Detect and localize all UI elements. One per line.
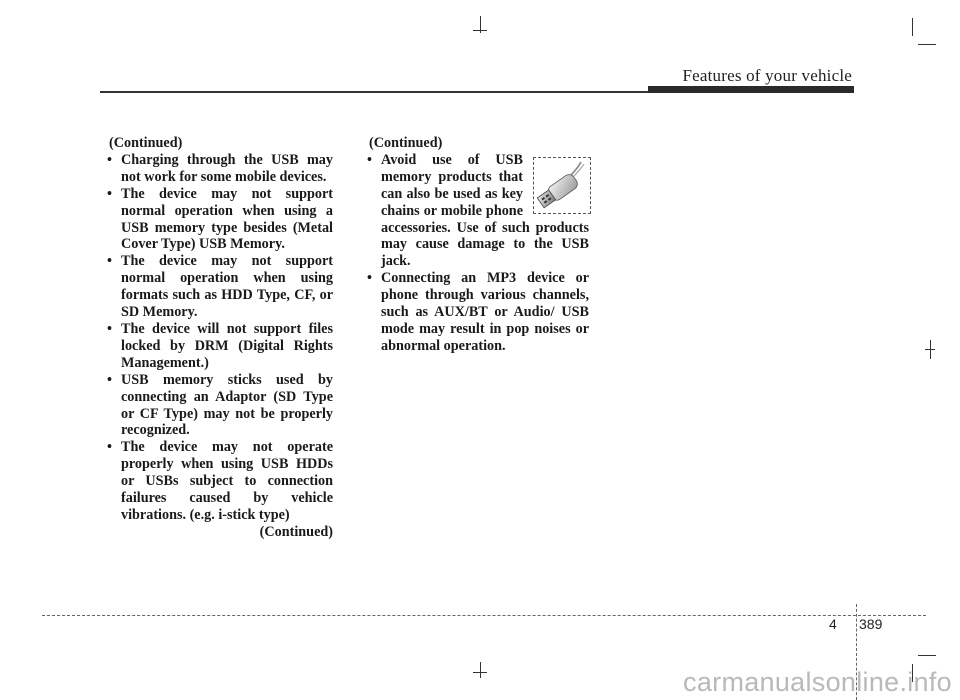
list-item: • The device may not support normal operation when using a USB memory type besides (Metal Cover Type) USB Memory. [107,185,333,253]
page-number: 389 [859,616,883,632]
chapter-number: 4 [829,616,837,632]
crop-mark-bottom [480,662,481,678]
list-item: • Connecting an MP3 device or phone through various channels, such as AUX/BT or Audio/ USB mode may result in pop noises or abnormal operation. [367,270,589,354]
list-item: • USB memory sticks used by connecting an Adaptor (SD Type or CF Type) may not be properly recognized. [107,371,333,439]
crop-mark-bottom-bar [473,672,487,673]
right-bullet-list [367,152,589,355]
right-column [367,135,589,355]
bullet-icon: • [107,253,112,270]
list-item: • The device will not support files locked by DRM (Digital Rights Management.) [107,320,333,371]
list-item: • Avoid use of USB memory products that can also be used as key chains or mobile phone accessories. Use of such products may cause damage to the USB jack. [367,151,589,270]
usb-stick-figure [533,157,591,214]
header-rule-accent [648,86,854,93]
list-item: • The device may not operate properly when using USB HDDs or USBs subject to connection failures caused by vehicle vibrations. (e.g. i-stick type) [107,439,333,523]
crop-mark-top-right-v [912,18,913,36]
bullet-icon: • [107,185,112,202]
bullet-icon: • [107,320,112,337]
usb-stick-icon [534,158,590,213]
continued-label-top: (Continued) [369,135,443,151]
left-column [107,135,333,541]
crop-mark-bottom-right-h [918,655,936,656]
header-rule [100,91,648,93]
crop-mark-top-right-h [918,44,936,45]
bullet-icon: • [107,439,112,456]
bullet-icon: • [367,151,372,168]
watermark: carmanualsonline.info [683,667,952,697]
continued-label-top: (Continued) [109,135,183,151]
crop-mark-top-bar [473,30,487,31]
bullet-icon: • [107,151,112,168]
left-bullet-list [107,152,333,524]
list-item: • Charging through the USB may not work for some mobile devices. [107,151,333,185]
crop-mark-right-h [925,349,935,350]
list-item: • The device may not support normal operation when using formats such as HDD Type, CF, or SD Memory. [107,253,333,321]
continued-label-bottom: (Continued) [259,523,333,540]
bullet-icon: • [107,371,112,388]
bullet-icon: • [367,270,372,287]
section-title: Features of your vehicle [682,66,852,85]
footer-rule [42,615,926,616]
